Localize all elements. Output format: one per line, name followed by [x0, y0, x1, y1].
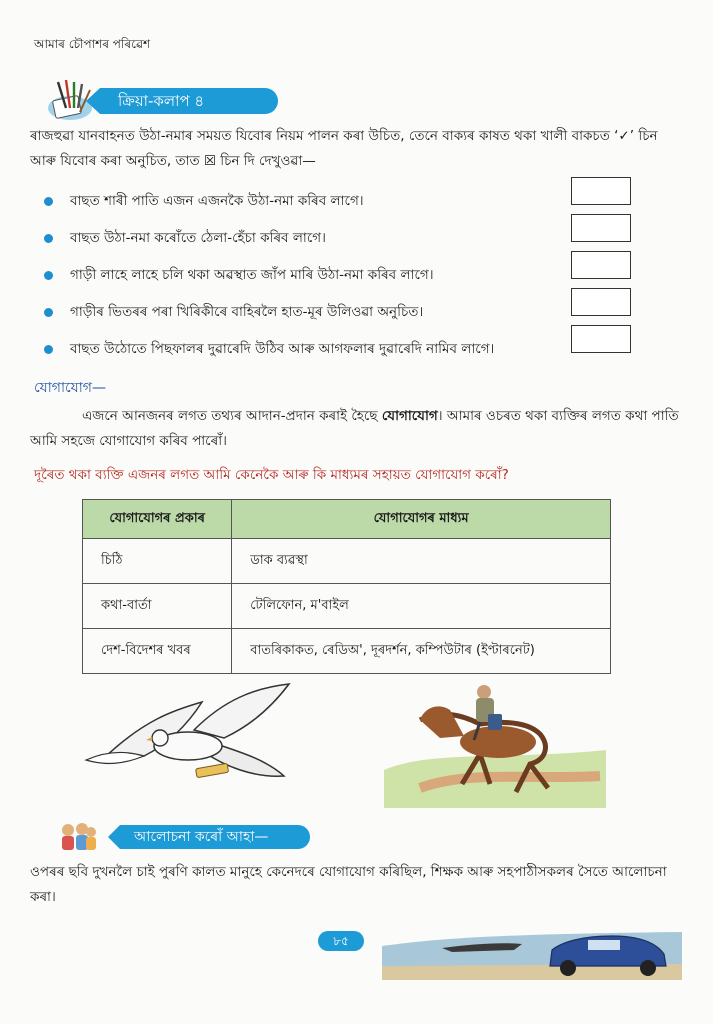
discussion-text: ওপৰৰ ছবি দুখনলৈ চাই পুৰণি কালত মানুহে কেনেদৰে যোগাযোগ কৰিছিল, শিক্ষক আৰু সহপাঠীসকলৰ সৈতে আলোচনা কৰা।	[30, 864, 667, 905]
bold-term: যোগাযোগ	[381, 408, 438, 424]
activity-banner	[44, 78, 304, 122]
checklist-item-text: গাড়ীৰ ভিতৰৰ পৰা খিৰিকীৰে বাহিৰলৈ হাত-মূৰ উলিওৱা অনুচিত।	[70, 304, 424, 320]
activity-instructions: ৰাজহুৱা যানবাহনত উঠা-নমাৰ সময়ত যিবোৰ নিয়ম পালন কৰা উচিত, তেনে বাক্যৰ কাষত থকা খালী বাকচত ‘✓’ চিন আৰু যিবোৰ কৰা অনুচিত, তাত ☒ চিন দি দেখুওৱা—	[30, 128, 658, 169]
answer-checkbox[interactable]	[571, 177, 631, 205]
column-header: যোগাযোগৰ মাধ্যম	[232, 500, 611, 539]
discussion-title: আলোচনা কৰোঁ আহা—	[120, 825, 310, 849]
column-header: যোগাযোগৰ প্ৰকাৰ	[83, 500, 232, 539]
question-text: দূৰৈত থকা ব্যক্তি এজনৰ লগত আমি কেনেকৈ আৰু কি মাধ্যমৰ সহায়ত যোগাযোগ কৰোঁ?	[34, 467, 509, 483]
checklist-item-text: বাছত শাৰী পাতি এজন এজনকৈ উঠা-নমা কৰিব লাগে।	[70, 193, 364, 209]
checklist-item	[44, 331, 644, 368]
bullet-dot-icon	[44, 197, 53, 206]
table-header-row	[83, 500, 611, 539]
running-head: আমাৰ চৌপাশৰ পৰিৱেশ	[34, 37, 151, 51]
activity-title: ক্রিয়া-কলাপ ৪	[100, 88, 278, 114]
bullet-dot-icon	[44, 345, 53, 354]
answer-checkbox[interactable]	[571, 288, 631, 316]
rules-checklist	[44, 183, 644, 368]
boat-and-car-illustration	[382, 918, 682, 980]
checklist-item	[44, 183, 644, 220]
table-cell: টেলিফোন, ম'বাইল	[232, 584, 611, 629]
communication-table	[82, 499, 611, 674]
table-cell: কথা-বাৰ্তা	[83, 584, 232, 629]
answer-checkbox[interactable]	[571, 251, 631, 279]
checklist-item-text: বাছত উঠা-নমা কৰোঁতে ঠেলা-হেঁচা কৰিব লাগে।	[70, 230, 326, 246]
table-cell: চিঠি	[83, 539, 232, 584]
section-heading-communication: যোগাযোগ—	[34, 380, 106, 396]
bullet-dot-icon	[44, 308, 53, 317]
checklist-item-text: গাড়ী লাহে লাহে চলি থকা অৱস্থাত জাঁপ মাৰি উঠা-নমা কৰিব লাগে।	[70, 267, 434, 283]
table-row	[83, 584, 611, 629]
bullet-dot-icon	[44, 234, 53, 243]
answer-checkbox[interactable]	[571, 214, 631, 242]
checklist-item	[44, 257, 644, 294]
table-cell: ডাক ব্যৱস্থা	[232, 539, 611, 584]
students-discussion-icon	[58, 820, 98, 852]
communication-paragraph	[30, 404, 680, 454]
para-text: । আমাৰ ওচৰত থকা ব্যক্তিৰ লগত কথা পাতি আমি সহজে যোগাযোগ কৰিব পাৰোঁ।	[30, 408, 679, 449]
table-cell: বাতৰিকাকত, ৰেডিঅ', দূৰদৰ্শন, কম্পিউটাৰ (ইণ্টাৰনেট)	[232, 629, 611, 674]
checklist-item	[44, 220, 644, 257]
checklist-item-text: বাছত উঠোতে পিছফালৰ দুৱাৰেদি উঠিব আৰু আগফলাৰ দুৱাৰেদি নামিব লাগে।	[70, 341, 495, 357]
checklist-item	[44, 294, 644, 331]
discussion-banner	[58, 820, 328, 854]
bullet-dot-icon	[44, 271, 53, 280]
carrier-pigeon-illustration	[84, 680, 294, 790]
table-cell: দেশ-বিদেশৰ খবৰ	[83, 629, 232, 674]
table-row	[83, 629, 611, 674]
answer-checkbox[interactable]	[571, 325, 631, 353]
para-text: এজনে আনজনৰ লগত তথ্যৰ আদান-প্ৰদান কৰাই হৈছে	[82, 408, 382, 424]
horse-rider-illustration	[380, 680, 610, 810]
table-row	[83, 539, 611, 584]
page-number: ৮৫	[318, 931, 364, 951]
